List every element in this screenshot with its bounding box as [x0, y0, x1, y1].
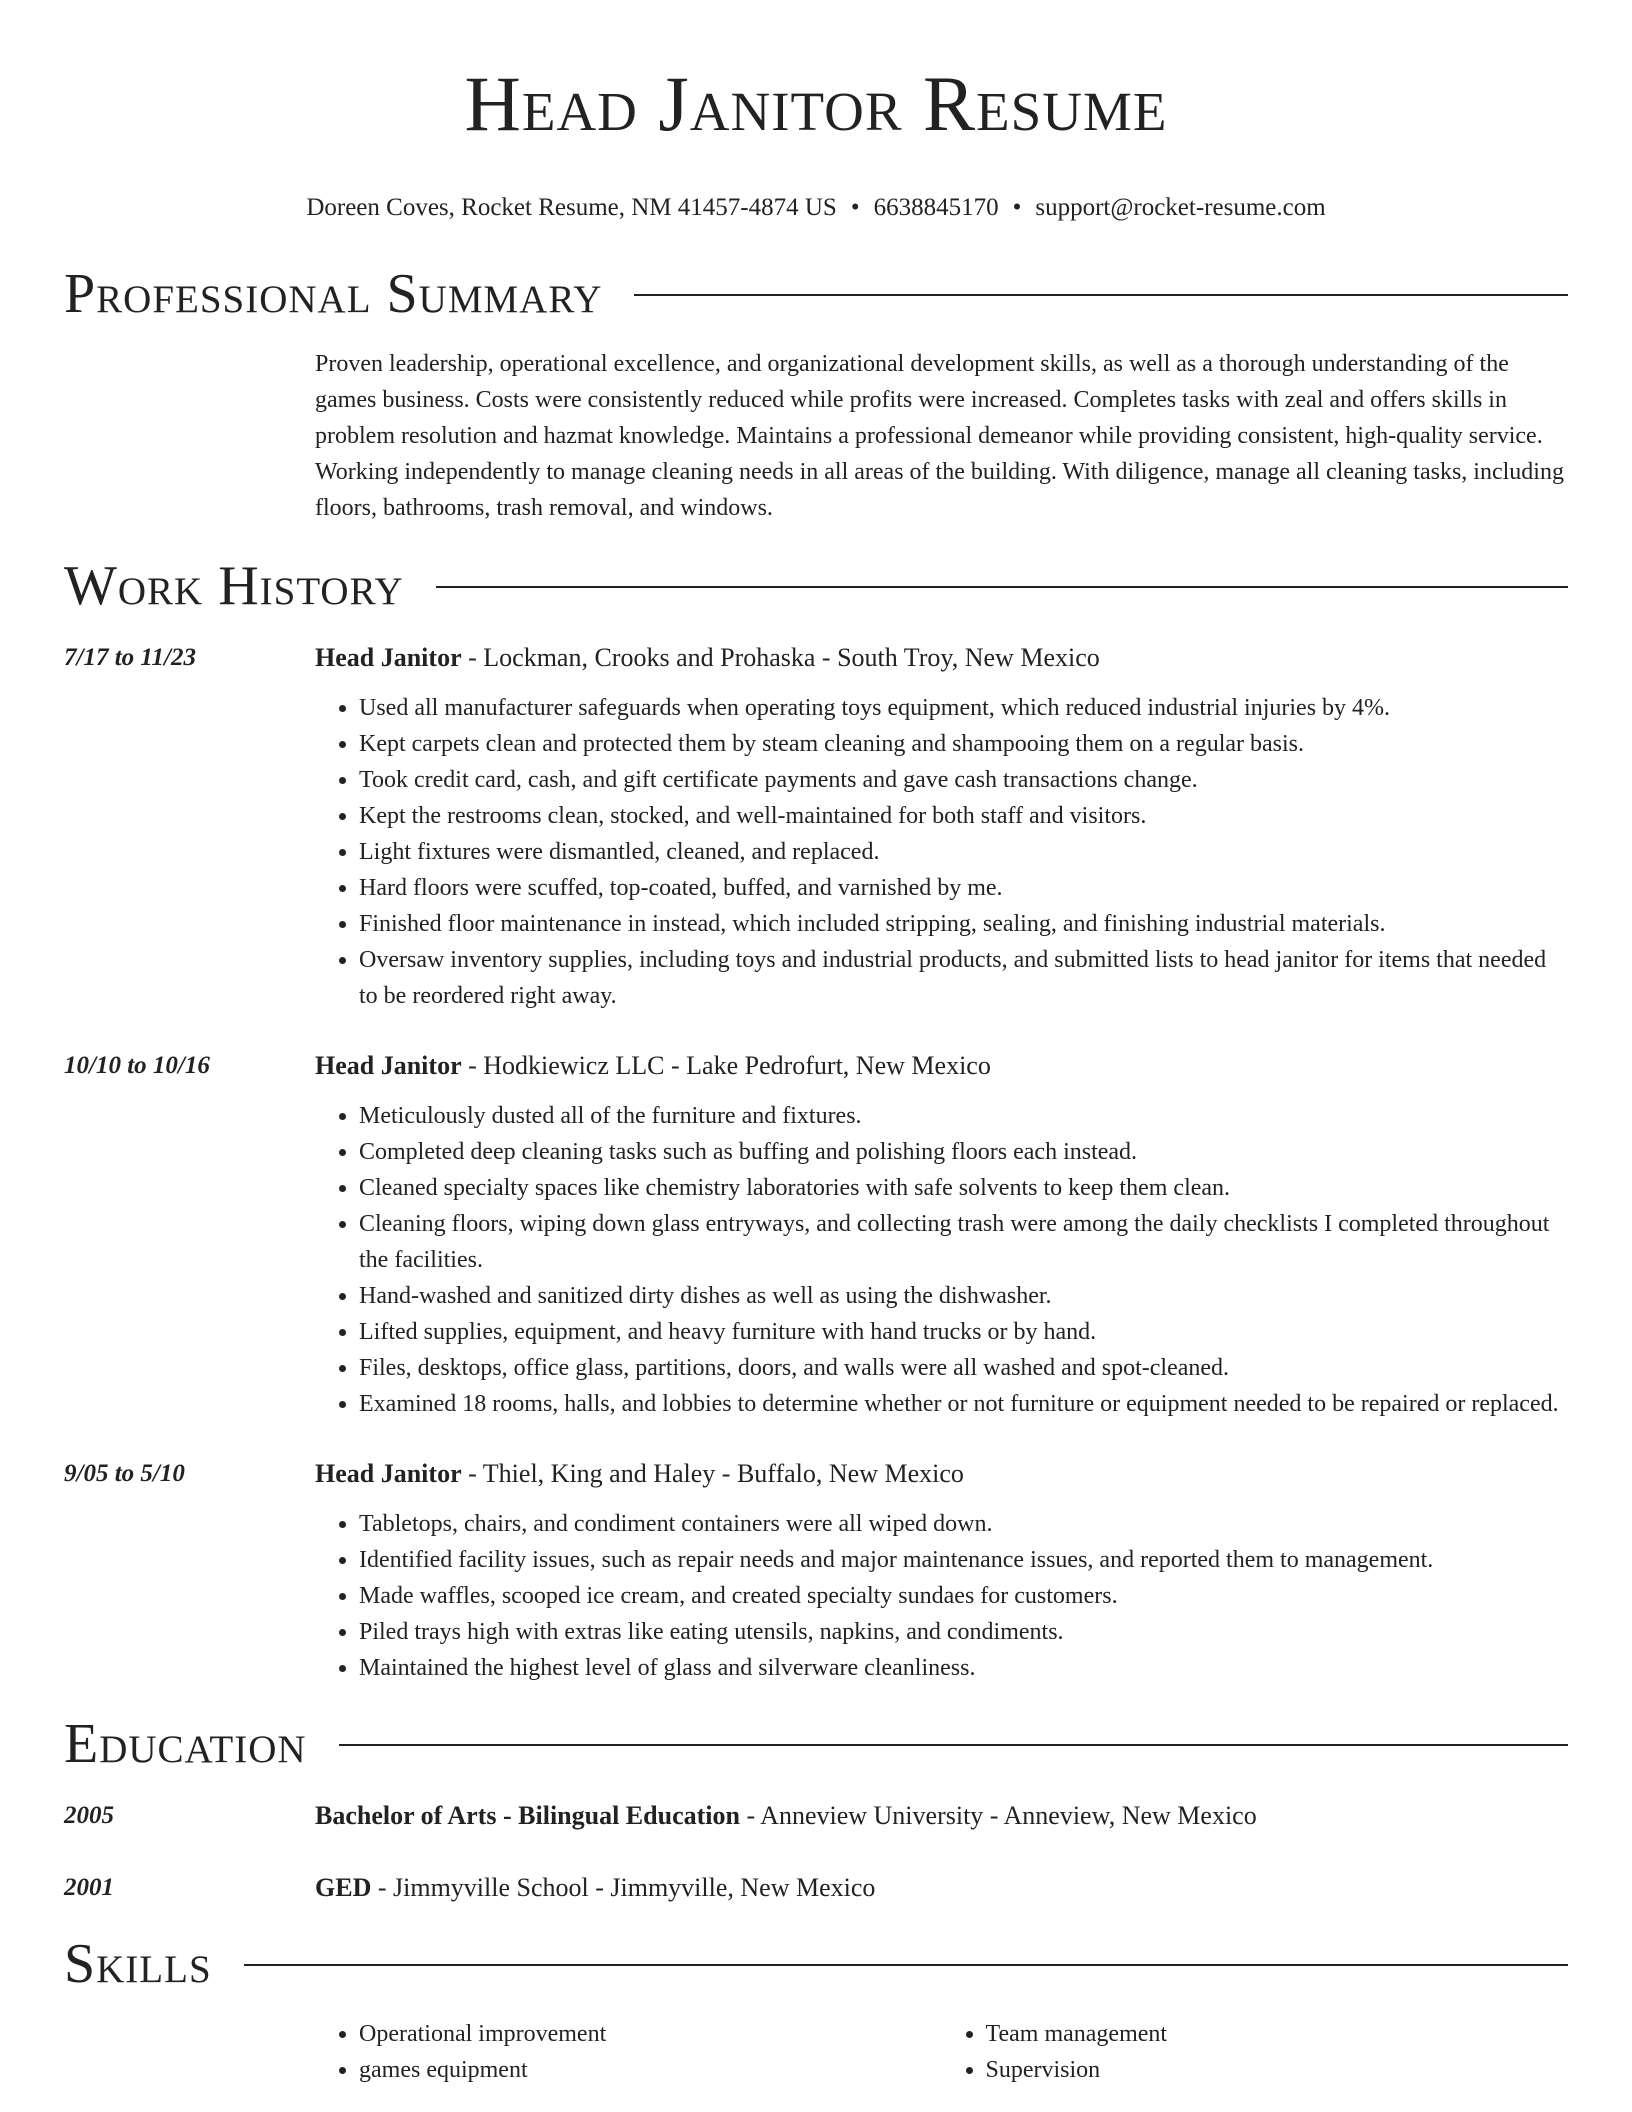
contact-email: support@rocket-resume.com: [1035, 194, 1326, 221]
job-title: Head Janitor: [315, 1051, 462, 1080]
section-title-summary: Professional Summary: [64, 263, 603, 325]
job-heading: [315, 1456, 1568, 1492]
summary-row: [64, 346, 1568, 526]
education-heading: [315, 1870, 1568, 1906]
job-entry: [64, 1456, 1568, 1686]
skills-grid: [315, 2016, 1568, 2088]
summary-text: Proven leadership, operational excellence, and organizational development skills, as well as a thorough understanding of the games business. Costs were consistently reduced while profits were increased. Completes tasks with zeal and offers skills in problem resolution and hazmat knowledge. Maintains a professional demeanor while providing consistent, high-quality service. Working independently to manage cleaning needs in all areas of the building. With diligence, manage all cleaning tasks, including floors, bathrooms, trash removal, and windows.: [315, 351, 1564, 521]
contact-address: Doreen Coves, Rocket Resume, NM 41457-4874 US: [306, 194, 837, 221]
list-item: • Tabletops, chairs, and condiment containers were all wiped down.: [359, 1506, 1568, 1542]
job-heading: [315, 640, 1568, 676]
contact-line: [64, 192, 1568, 224]
job-title: Head Janitor: [315, 643, 462, 672]
page-title: Head Janitor Resume: [464, 60, 1168, 147]
section-header-education: [64, 1712, 1568, 1776]
skills-row: [64, 1996, 1568, 2088]
job-bullets: [315, 1098, 1568, 1422]
list-item: • Kept the restrooms clean, stocked, and well-maintained for both staff and visitors.: [359, 798, 1568, 834]
list-item: • Made waffles, scooped ice cream, and created specialty sundaes for customers.: [359, 1578, 1568, 1614]
list-item: • Oversaw inventory supplies, including toys and industrial products, and submitted lists to head janitor for items that needed to be reordered right away.: [359, 942, 1568, 1014]
summary-spacer: [64, 346, 315, 526]
job-details: - Lockman, Crooks and Prohaska - South Troy, New Mexico: [461, 643, 1100, 672]
job-title: Head Janitor: [315, 1459, 462, 1488]
job-bullets: [315, 690, 1568, 1014]
skills-list-right: [942, 2016, 1569, 2088]
list-item: • Identified facility issues, such as repair needs and major maintenance issues, and reported them to management.: [359, 1542, 1568, 1578]
section-title-skills: Skills: [64, 1933, 212, 1995]
skill-item: • games equipment: [359, 2052, 942, 2088]
list-item: • Hard floors were scuffed, top-coated, buffed, and varnished by me.: [359, 870, 1568, 906]
skills-list-left: [315, 2016, 942, 2088]
job-details: - Hodkiewicz LLC - Lake Pedrofurt, New Mexico: [461, 1051, 991, 1080]
education-details: - Jimmyville School - Jimmyville, New Mexico: [371, 1873, 876, 1902]
job-dates: 7/17 to 11/23: [64, 644, 196, 671]
section-header-summary: [64, 262, 1568, 326]
skill-item: • Operational improvement: [359, 2016, 942, 2052]
list-item: • Finished floor maintenance in instead, which included stripping, sealing, and finishing industrial materials.: [359, 906, 1568, 942]
section-title-education: Education: [64, 1713, 307, 1775]
list-item: • Files, desktops, office glass, partitions, doors, and walls were all washed and spot-cleaned.: [359, 1350, 1568, 1386]
section-divider: [339, 1744, 1568, 1746]
education-entry: [64, 1798, 1568, 1834]
job-entry: [64, 640, 1568, 1014]
list-item: • Cleaning floors, wiping down glass entryways, and collecting trash were among the daily checklists I completed throughout the facilities.: [359, 1206, 1568, 1278]
skill-item: • Team management: [986, 2016, 1569, 2052]
education-degree: GED: [315, 1873, 372, 1902]
list-item: • Meticulously dusted all of the furniture and fixtures.: [359, 1098, 1568, 1134]
education-heading: [315, 1798, 1568, 1834]
list-item: • Piled trays high with extras like eating utensils, napkins, and condiments.: [359, 1614, 1568, 1650]
job-dates: 9/05 to 5/10: [64, 1460, 185, 1487]
education-details: - Anneview University - Anneview, New Mexico: [739, 1801, 1257, 1830]
section-divider: [436, 586, 1568, 588]
list-item: • Lifted supplies, equipment, and heavy furniture with hand trucks or by hand.: [359, 1314, 1568, 1350]
list-item: • Hand-washed and sanitized dirty dishes as well as using the dishwasher.: [359, 1278, 1568, 1314]
list-item: • Used all manufacturer safeguards when operating toys equipment, which reduced industrial injuries by 4%.: [359, 690, 1568, 726]
contact-separator: •: [850, 194, 860, 221]
education-year: 2005: [64, 1802, 114, 1829]
list-item: • Kept carpets clean and protected them by steam cleaning and shampooing them on a regular basis.: [359, 726, 1568, 762]
list-item: • Completed deep cleaning tasks such as buffing and polishing floors each instead.: [359, 1134, 1568, 1170]
job-bullets: [315, 1506, 1568, 1686]
education-entry: [64, 1870, 1568, 1906]
list-item: • Maintained the highest level of glass and silverware cleanliness.: [359, 1650, 1568, 1686]
contact-separator: •: [1012, 194, 1022, 221]
skills-spacer: [64, 1996, 315, 2088]
job-entry: [64, 1048, 1568, 1422]
job-details: - Thiel, King and Haley - Buffalo, New Mexico: [461, 1459, 964, 1488]
section-divider: [244, 1964, 1568, 1966]
section-title-work: Work History: [64, 555, 404, 617]
list-item: • Examined 18 rooms, halls, and lobbies to determine whether or not furniture or equipment needed to be repaired or replaced.: [359, 1386, 1568, 1422]
section-divider: [634, 294, 1568, 296]
section-header-work: [64, 554, 1568, 618]
skill-item: • Supervision: [986, 2052, 1569, 2088]
job-dates: 10/10 to 10/16: [64, 1052, 210, 1079]
education-degree: Bachelor of Arts - Bilingual Education: [315, 1801, 740, 1830]
education-year: 2001: [64, 1874, 114, 1901]
section-header-skills: [64, 1932, 1568, 1996]
list-item: • Light fixtures were dismantled, cleaned, and replaced.: [359, 834, 1568, 870]
contact-phone: 6638845170: [873, 194, 999, 221]
list-item: • Took credit card, cash, and gift certificate payments and gave cash transactions change.: [359, 762, 1568, 798]
list-item: • Cleaned specialty spaces like chemistry laboratories with safe solvents to keep them clean.: [359, 1170, 1568, 1206]
job-heading: [315, 1048, 1568, 1084]
